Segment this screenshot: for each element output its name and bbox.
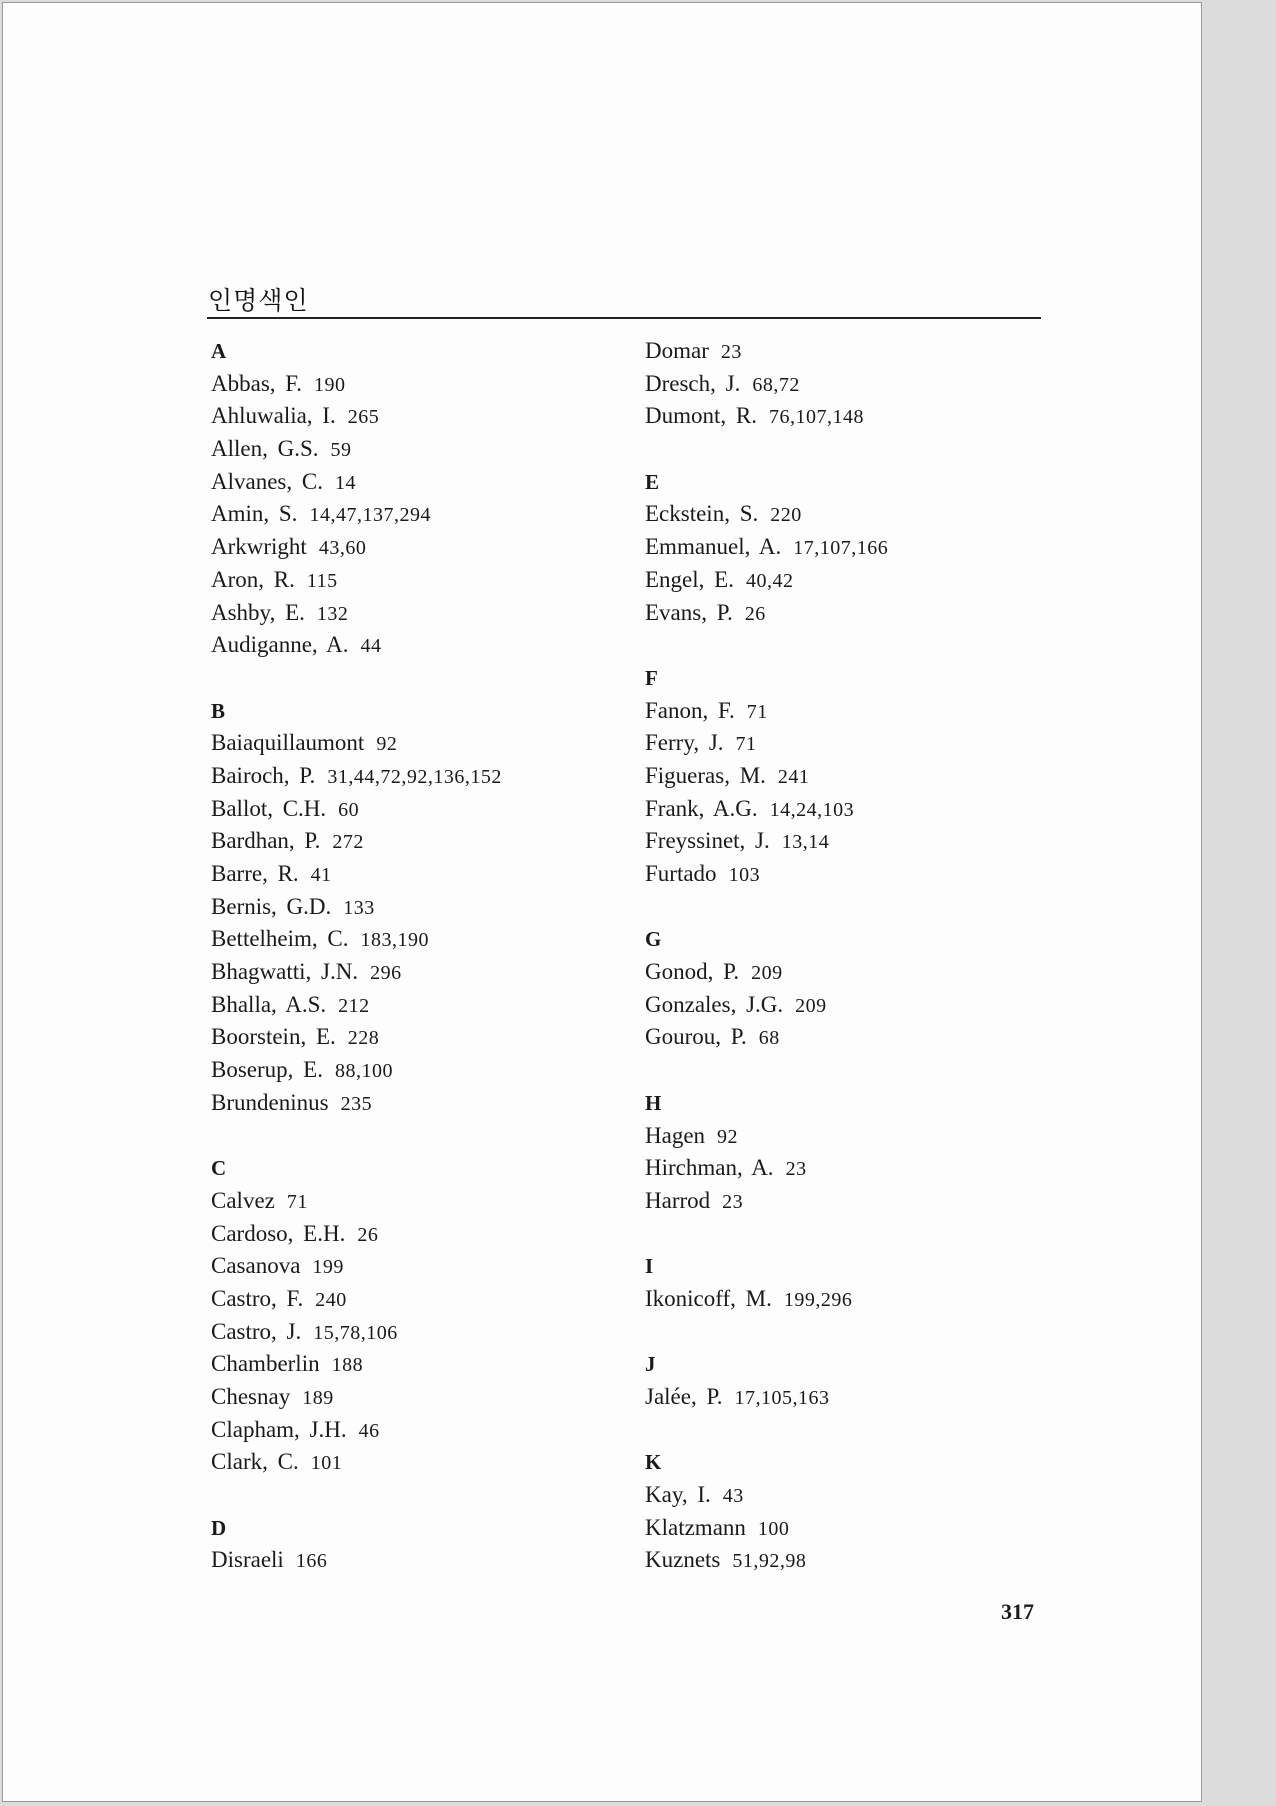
entry-pages: 14,24,103: [769, 798, 855, 821]
index-entry: [211, 1414, 631, 1447]
index-entry: [211, 1218, 631, 1251]
entry-name: Castro, J.: [211, 1318, 302, 1344]
entry-pages: 68,72: [752, 373, 800, 396]
index-entry: [211, 760, 631, 793]
section-letter: G: [645, 927, 662, 952]
entry-pages: 92: [376, 733, 398, 756]
section-letter: A: [211, 339, 227, 363]
index-entry: [211, 1185, 631, 1218]
entry-pages: 40,42: [745, 569, 794, 592]
index-entry: [211, 825, 631, 858]
entry-pages: 101: [310, 1452, 343, 1475]
section-letter: B: [211, 698, 226, 723]
entry-name: Gourou, P.: [645, 1024, 747, 1050]
index-entry: [211, 1021, 631, 1054]
section-letter: D: [211, 1515, 227, 1540]
index-entry: [211, 433, 631, 466]
index-entry: [645, 727, 1065, 760]
entry-name: Baiaquillaumont: [211, 730, 365, 756]
entry-name: Jalée, P.: [645, 1384, 723, 1409]
entry-pages: 212: [338, 994, 370, 1017]
entry-name: Boserup, E.: [211, 1057, 323, 1083]
entry-pages: 183,190: [360, 929, 430, 952]
entry-pages: 115: [306, 569, 338, 592]
section-letter: K: [645, 1450, 662, 1475]
entry-name: Calvez: [211, 1187, 275, 1213]
entry-pages: 209: [751, 962, 783, 985]
index-entry: [211, 531, 631, 564]
index-entry: [645, 564, 1065, 597]
entry-pages: 100: [757, 1517, 790, 1540]
section-spacer: [211, 1120, 631, 1153]
index-entry: [211, 400, 631, 433]
entry-pages: 17,107,166: [793, 537, 889, 560]
book-page: [2, 2, 1202, 1802]
entry-pages: 88,100: [334, 1060, 393, 1083]
section-letter: F: [645, 665, 658, 690]
entry-pages: 199,296: [783, 1288, 853, 1311]
section-letter: I: [645, 1254, 654, 1279]
index-entry: [211, 466, 631, 499]
index-entry: [211, 629, 631, 662]
entry-pages: 76,107,148: [768, 406, 864, 429]
entry-name: Dresch, J.: [645, 370, 741, 396]
index-entry: [211, 891, 631, 924]
index-entry: [645, 597, 1065, 630]
entry-name: Barre, R.: [211, 861, 299, 886]
entry-pages: 23: [785, 1158, 807, 1181]
entry-pages: 199: [312, 1256, 344, 1279]
entry-name: Aron, R.: [211, 566, 295, 592]
index-entry: [645, 1381, 1065, 1414]
entry-pages: 17,105,163: [734, 1387, 830, 1409]
entry-pages: 23: [720, 341, 742, 363]
index-entry: [211, 1087, 631, 1120]
entry-name: Audiganne, A.: [211, 632, 349, 658]
entry-name: Boorstein, E.: [211, 1024, 336, 1050]
index-entry: [645, 793, 1065, 826]
index-entry: [645, 400, 1065, 433]
entry-name: Bhalla, A.S.: [211, 991, 327, 1017]
entry-name: Ikonicoff, M.: [645, 1285, 772, 1311]
index-entry: [211, 858, 631, 891]
index-entry: [211, 1250, 631, 1283]
index-entry: [211, 923, 631, 956]
index-entry: [211, 1446, 631, 1479]
entry-pages: 240: [315, 1288, 347, 1311]
index-entry: [645, 498, 1065, 531]
section-spacer: [645, 1054, 1065, 1087]
section-letter: C: [211, 1156, 227, 1181]
entry-pages: 166: [295, 1550, 328, 1573]
entry-name: Freyssinet, J.: [645, 828, 770, 854]
entry-pages: 220: [770, 504, 802, 527]
entry-pages: 92: [717, 1125, 739, 1148]
index-entry: [211, 564, 631, 597]
index-entry: [645, 825, 1065, 858]
index-entry: [211, 1381, 631, 1414]
entry-pages: 71: [746, 700, 768, 723]
index-entry: [211, 1348, 631, 1381]
entry-pages: 241: [777, 765, 810, 788]
entry-name: Brundeninus: [211, 1089, 329, 1115]
entry-pages: 44: [360, 635, 382, 658]
entry-pages: 68: [758, 1027, 780, 1050]
entry-pages: 272: [332, 831, 364, 854]
entry-name: Castro, F.: [211, 1285, 304, 1311]
section-spacer: [645, 629, 1065, 662]
index-column-right: [645, 335, 1065, 1577]
index-entry: [645, 858, 1065, 891]
section-spacer: [645, 1316, 1065, 1349]
section-letter: J: [645, 1352, 656, 1377]
entry-pages: 103: [728, 864, 761, 886]
entry-name: Casanova: [211, 1253, 301, 1279]
section-spacer: [211, 662, 631, 695]
entry-name: Allen, G.S.: [211, 436, 319, 462]
entry-pages: 51,92,98: [732, 1550, 807, 1573]
page-number: 317: [1001, 1599, 1034, 1624]
entry-pages: 59: [330, 439, 352, 462]
index-entry: [645, 531, 1065, 564]
entry-name: Chamberlin: [211, 1351, 320, 1377]
index-entry: [211, 1283, 631, 1316]
index-entry: [645, 1544, 1065, 1577]
section-spacer: [211, 1479, 631, 1512]
entry-pages: 41: [310, 864, 332, 886]
index-entry: [211, 368, 631, 401]
entry-pages: 133: [343, 896, 375, 919]
entry-pages: 235: [340, 1092, 373, 1115]
entry-name: Domar: [645, 338, 709, 363]
entry-pages: 296: [370, 962, 402, 985]
entry-name: Arkwright: [211, 534, 307, 560]
entry-pages: 209: [795, 994, 827, 1017]
index-entry: [211, 597, 631, 630]
index-entry: [211, 498, 631, 531]
entry-name: Hirchman, A.: [645, 1155, 774, 1181]
index-entry: [645, 989, 1065, 1022]
index-entry: [211, 1544, 631, 1577]
entry-pages: 228: [347, 1027, 380, 1050]
index-entry: [645, 695, 1065, 728]
entry-name: Fanon, F.: [645, 697, 735, 723]
entry-pages: 132: [316, 602, 349, 625]
index-entry: [645, 956, 1065, 989]
entry-pages: 188: [331, 1354, 364, 1377]
index-entry: [645, 1185, 1065, 1218]
entry-name: Kay, I.: [645, 1482, 711, 1508]
title-rule: [207, 317, 1041, 319]
entry-pages: 265: [347, 406, 380, 429]
index-entry: [211, 793, 631, 826]
index-entry: [645, 368, 1065, 401]
entry-name: Bhagwatti, J.N.: [211, 959, 359, 985]
entry-name: Abbas, F.: [211, 370, 302, 396]
entry-name: Kuznets: [645, 1547, 721, 1573]
entry-name: Alvanes, C.: [211, 468, 323, 494]
index-entry: [645, 1021, 1065, 1054]
index-entry: [211, 1316, 631, 1349]
entry-name: Chesnay: [211, 1384, 291, 1409]
section-spacer: [645, 1218, 1065, 1251]
index-entry: [645, 760, 1065, 793]
entry-name: Clark, C.: [211, 1449, 299, 1475]
index-entry: [211, 1054, 631, 1087]
entry-name: Gonod, P.: [645, 959, 740, 985]
page-title: 인명색인: [208, 286, 309, 315]
entry-name: Cardoso, E.H.: [211, 1220, 346, 1246]
index-entry: [645, 1152, 1065, 1185]
entry-pages: 14: [334, 471, 356, 494]
entry-pages: 26: [744, 602, 766, 625]
index-entry: [645, 1283, 1065, 1316]
section-spacer: [645, 891, 1065, 924]
entry-name: Evans, P.: [645, 599, 733, 625]
entry-name: Amin, S.: [211, 501, 298, 527]
entry-name: Frank, A.G.: [645, 795, 758, 821]
entry-pages: 190: [313, 373, 346, 396]
entry-name: Engel, E.: [645, 566, 734, 592]
index-entry: [645, 1120, 1065, 1153]
entry-name: Bernis, G.D.: [211, 893, 332, 919]
index-entry: [645, 1512, 1065, 1545]
index-column-left: [211, 335, 631, 1577]
section-spacer: [645, 433, 1065, 466]
entry-name: Bettelheim, C.: [211, 926, 349, 952]
index-entry: [211, 727, 631, 760]
index-entry: [645, 1479, 1065, 1512]
section-letter: H: [645, 1090, 662, 1115]
entry-name: Gonzales, J.G.: [645, 991, 784, 1017]
entry-pages: 189: [302, 1387, 334, 1409]
index-entry: [645, 335, 1065, 368]
entry-name: Ahluwalia, I.: [211, 403, 336, 429]
index-entry: [211, 989, 631, 1022]
entry-name: Klatzmann: [645, 1514, 746, 1540]
entry-name: Ashby, E.: [211, 599, 305, 625]
entry-pages: 46: [358, 1419, 380, 1442]
section-spacer: [645, 1414, 1065, 1447]
entry-pages: 71: [735, 733, 757, 756]
entry-pages: 43: [722, 1485, 744, 1508]
entry-pages: 14,47,137,294: [309, 504, 431, 527]
entry-name: Harrod: [645, 1187, 711, 1213]
entry-name: Disraeli: [211, 1547, 284, 1573]
entry-pages: 43,60: [318, 537, 367, 560]
entry-name: Figueras, M.: [645, 762, 766, 788]
entry-name: Bardhan, P.: [211, 828, 321, 854]
entry-pages: 71: [286, 1190, 308, 1213]
entry-name: Clapham, J.H.: [211, 1416, 347, 1442]
entry-pages: 15,78,106: [313, 1321, 398, 1344]
entry-pages: 13,14: [781, 831, 830, 854]
entry-pages: 60: [338, 798, 360, 821]
entry-name: Dumont, R.: [645, 403, 757, 429]
entry-name: Emmanuel, A.: [645, 534, 782, 560]
entry-name: Hagen: [645, 1122, 706, 1148]
entry-pages: 23: [722, 1190, 744, 1213]
entry-name: Eckstein, S.: [645, 501, 759, 527]
entry-name: Furtado: [645, 861, 717, 886]
entry-name: Ferry, J.: [645, 730, 724, 756]
section-letter: E: [645, 469, 660, 494]
entry-pages: 26: [357, 1223, 379, 1246]
index-entry: [211, 956, 631, 989]
entry-name: Ballot, C.H.: [211, 795, 327, 821]
entry-pages: 31,44,72,92,136,152: [327, 765, 502, 788]
entry-name: Bairoch, P.: [211, 762, 316, 788]
